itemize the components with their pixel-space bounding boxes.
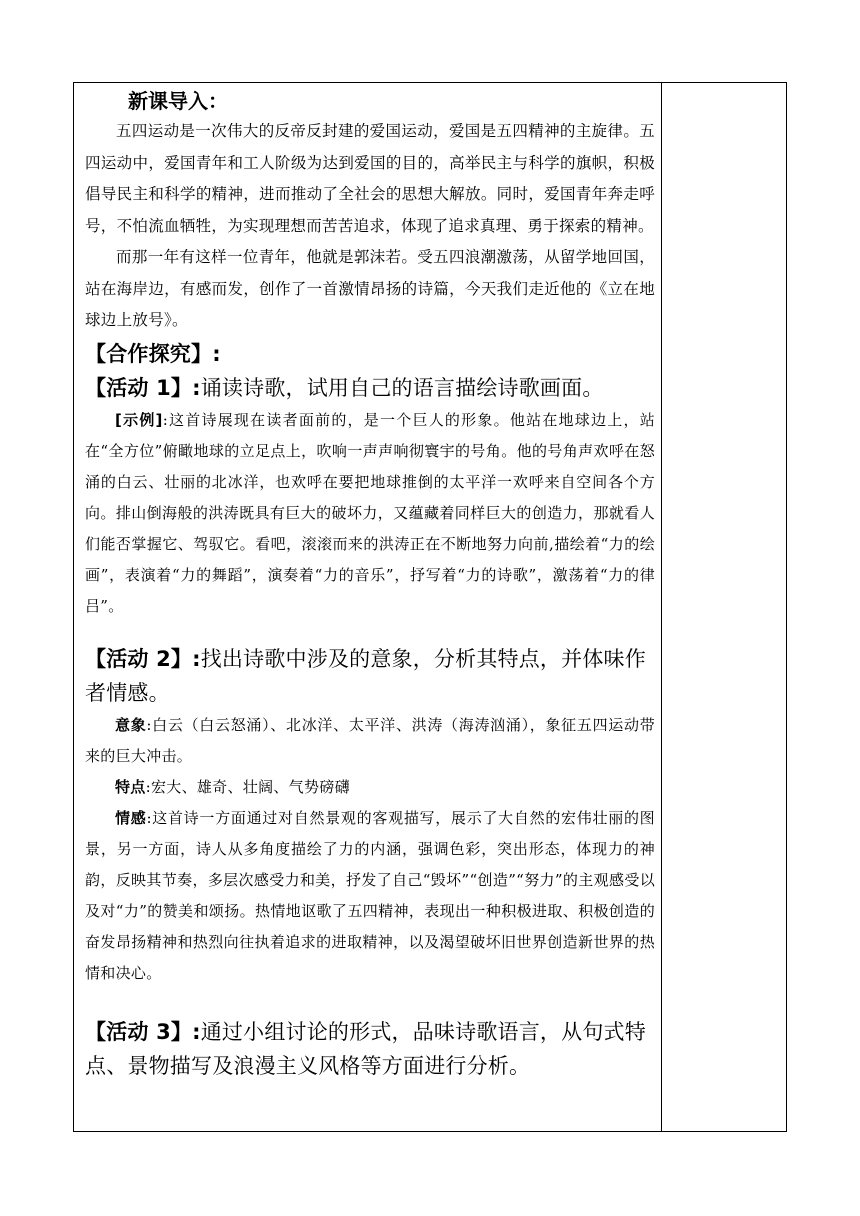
activity-2-text: 找出诗歌中涉及的意象，分析其特点，并体味作者情感。 — [85, 646, 646, 705]
activity-1-label: 【活动 1】: — [85, 375, 201, 400]
activity-1-example — [85, 405, 655, 622]
activity-1-heading — [85, 371, 655, 405]
feature-label: 特点 — [115, 777, 146, 796]
explore-title: 【合作探究】: — [85, 341, 221, 366]
table-column-divider — [661, 82, 662, 1132]
activity-3-label: 【活动 3】: — [85, 1019, 201, 1044]
activity-3-text: 通过小组讨论的形式，品味诗歌语言，从句式特点、景物描写及浪漫主义风格等方面进行分析。 — [85, 1019, 646, 1078]
lesson-content — [85, 86, 655, 1083]
activity-2-heading — [85, 642, 655, 710]
emotion-text: :这首诗一方面通过对自然景观的客观描写，展示了大自然的宏伟壮丽的图景，另一方面，诗人从多角度描绘了力的内涵，强调色彩，突出形态，体现力的神韵，反映其节奏，多层次感受力和美，抒发了自己“毁坏”“创造”“努力”的主观感受以及对“力”的赞美和颂扬。热情地讴歌了五四精神，表现出一种积极进取、积极创造的奋发昂扬精神和热烈向往执着追求的进取精神，以及渴望破坏旧世界创造新世界的热情和决心。 — [85, 808, 655, 982]
imagery-text: :白云（白云怒涌）、北冰洋、太平洋、洪涛（海涛汹涌），象征五四运动带来的巨大冲击。 — [85, 715, 655, 765]
emotion-paragraph — [85, 803, 655, 989]
spacer — [85, 989, 655, 1015]
spacer — [85, 622, 655, 642]
example-label: [示例] — [115, 410, 163, 429]
imagery-label: 意象 — [115, 715, 147, 734]
feature-paragraph — [85, 772, 655, 803]
emotion-label: 情感 — [115, 808, 147, 827]
example-text: :这首诗展现在读者面前的，是一个巨人的形象。他站在地球边上，站在“全方位”俯瞰地球的立足点上，吹响一声声响彻寰宇的号角。他的号角声欢呼在怒涌的白云、壮丽的北冰洋，也欢呼在要把地球推倒的太平洋一欢呼来自空间各个方向。排山倒海般的洪涛既具有巨大的破坏力，又蕴藏着同样巨大的创造力，那就看人们能否掌握它、驾驭它。看吧，滚滚而来的洪涛正在不断地努力向前,描绘着“力的绘画”，表演着“力的舞蹈”，演奏着“力的音乐”，抒写着“力的诗歌”，激荡着“力的律吕”。 — [85, 410, 656, 615]
activity-3-heading — [85, 1015, 655, 1083]
activity-2-label: 【活动 2】: — [85, 646, 201, 671]
lead-paragraph-2: 而那一年有这样一位青年，他就是郭沫若。受五四浪潮激荡，从留学地回国，站在海岸边，有感而发，创作了一首激情昂扬的诗篇，今天我们走近他的《立在地球边上放号》。 — [85, 248, 655, 329]
feature-text: :宏大、雄奇、壮阔、气势磅礴 — [145, 777, 350, 796]
activity-1-text: 诵读诗歌，试用自己的语言描绘诗歌画面。 — [200, 375, 604, 400]
lead-title: 新课导入： — [128, 89, 228, 113]
lead-paragraph-1: 五四运动是一次伟大的反帝反封建的爱国运动，爱国是五四精神的主旋律。五四运动中，爱国青年和工人阶级为达到爱国的目的，高举民主与科学的旗帜，积极倡导民主和科学的精神，进而推动了全社会的思想大解放。同时，爱国青年奔走呼号，不怕流血牺牲，为实现理想而苦苦追求，体现了追求真理、勇于探索的精神。 — [85, 122, 655, 235]
imagery-paragraph — [85, 710, 655, 772]
